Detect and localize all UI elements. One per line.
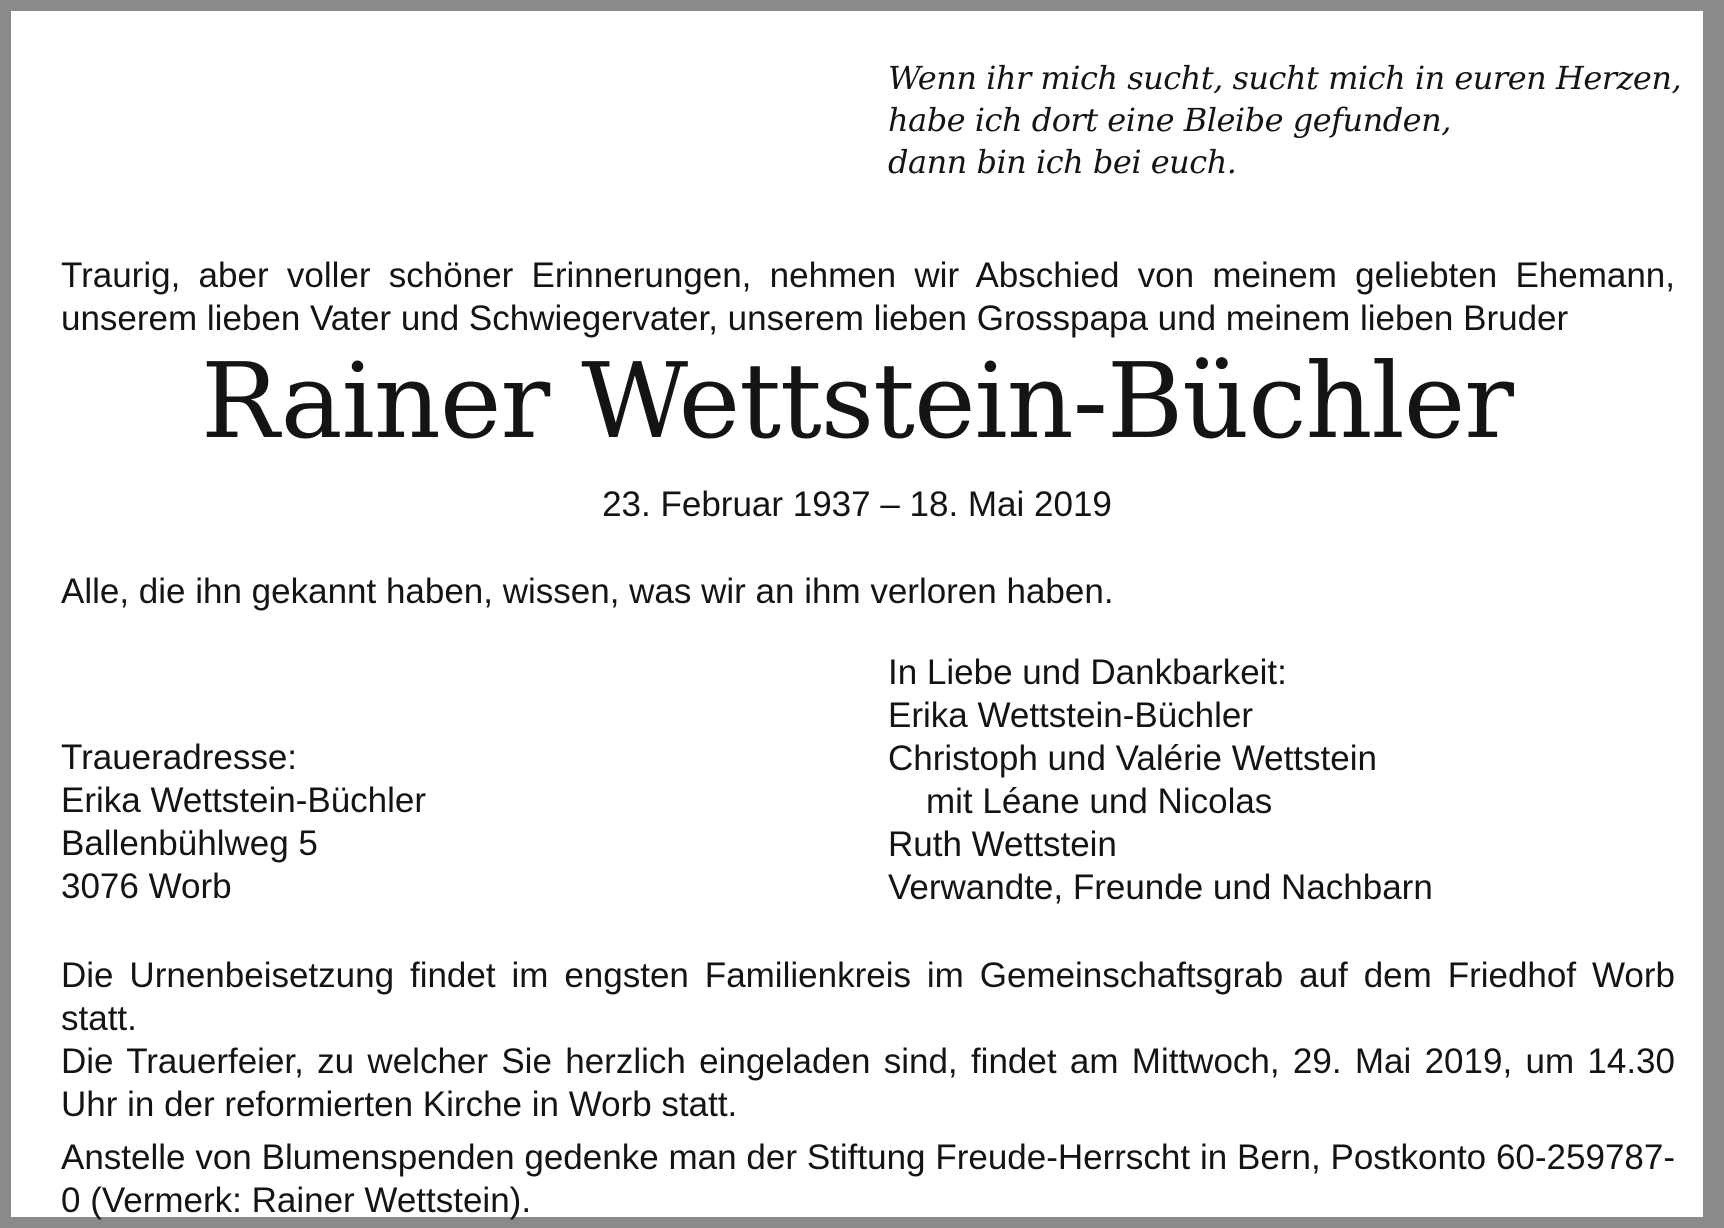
donation-paragraph: Anstelle von Blumenspenden gedenke man der Stiftung Freude-Herrscht in Bern, Postkonto 60-259787-0 (Vermerk: Rainer Wettstein).	[61, 1138, 1675, 1220]
intro-paragraph: Traurig, aber voller schöner Erinnerungen, nehmen wir Abschied von meinem geliebten Ehemann, unserem lieben Vater und Schwiegervater, unserem lieben Grosspapa und meinem lieben Bruder	[61, 256, 1675, 338]
signers-block	[888, 651, 1433, 909]
address-city: 3076 Worb	[61, 867, 232, 906]
burial-info	[61, 954, 1675, 1126]
address-street: Ballenbühlweg 5	[61, 824, 318, 863]
signers-heading: In Liebe und Dankbarkeit:	[888, 653, 1287, 692]
obituary-card	[11, 11, 1703, 1220]
remembrance-line: Alle, die ihn gekannt haben, wissen, was wir an ihm verloren haben.	[61, 572, 1114, 611]
life-dates: 23. Februar 1937 – 18. Mai 2019	[602, 485, 1112, 524]
mourning-address	[61, 736, 426, 908]
signer-line: Christoph und Valérie Wettstein	[888, 739, 1377, 778]
motto-line: habe ich dort eine Bleibe gefunden,	[888, 101, 1451, 139]
signer-line: Verwandte, Freunde und Nachbarn	[888, 868, 1433, 907]
signer-line: mit Léane und Nicolas	[926, 782, 1273, 821]
motto-line: dann bin ich bei euch.	[888, 143, 1237, 181]
address-name: Erika Wettstein-Büchler	[61, 781, 427, 820]
signer-line: Erika Wettstein-Büchler	[888, 696, 1254, 735]
motto-quote	[888, 57, 1681, 183]
urn-burial-text: Die Urnenbeisetzung findet im engsten Familienkreis im Gemeinschaftsgrab auf dem Friedhof Worb statt.	[61, 956, 1675, 1038]
ceremony-text: Die Trauerfeier, zu welcher Sie herzlich eingeladen sind, findet am Mittwoch, 29. Mai 2019, um 14.30 Uhr in der reformierten Kirche in Worb statt.	[61, 1042, 1675, 1124]
deceased-name: Rainer Wettstein-Büchler	[200, 340, 1514, 462]
motto-line: Wenn ihr mich sucht, sucht mich in euren Herzen,	[888, 59, 1682, 97]
signer-line: Ruth Wettstein	[888, 825, 1117, 864]
address-heading: Traueradresse:	[61, 738, 298, 777]
